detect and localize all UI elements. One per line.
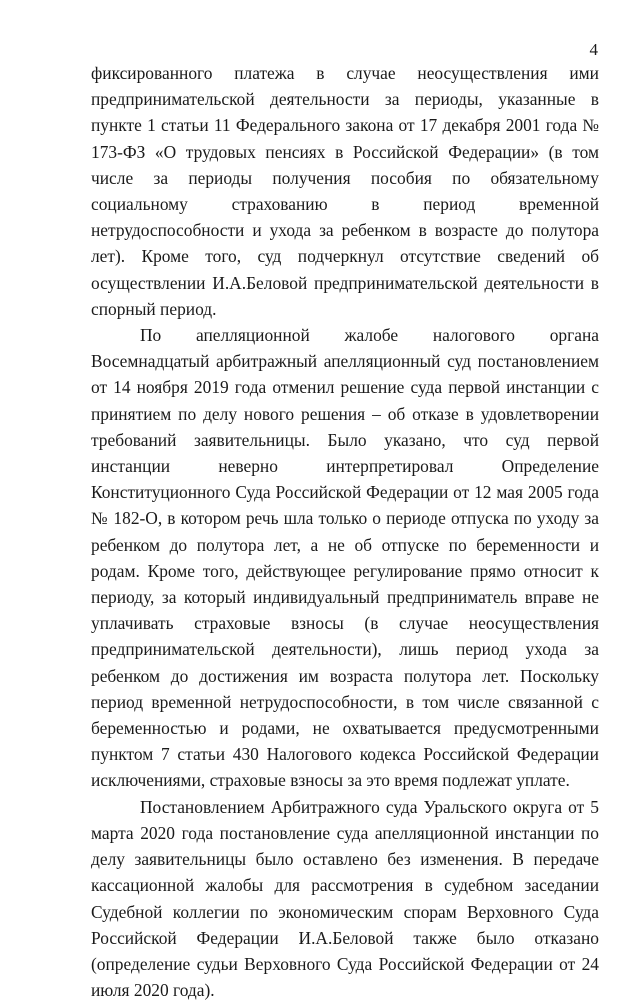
page-number: 4: [589, 40, 598, 59]
paragraph-continuation: фиксированного платежа в случае неосуществления ими предпринимательской деятельности за периоды, указанные в пункте 1 статьи 11 Федерального закона от 17 декабря 2001 года № 173-ФЗ «О трудовых пенсиях в Российской Федерации» (в том числе за периоды получения пособия по обязательному социальному страхованию в период временной нетрудоспособности и ухода за ребенком в возрасте до полутора лет). Кроме того, суд подчеркнул отсутствие сведений об осуществлении И.А.Беловой предпринимательской деятельности в спорный период.: [91, 63, 599, 319]
paragraph-cassation: Постановлением Арбитражного суда Уральского округа от 5 марта 2020 года постановление суда апелляционной инстанции по делу заявительницы было оставлено без изменения. В передаче кассационной жалобы для рассмотрения в судебном заседании Судебной коллегии по экономическим спорам Верховного Суда Российской Федерации И.А.Беловой также было отказано (определение судьи Верховного Суда Российской Федерации от 24 июля 2020 года).: [91, 796, 599, 1001]
document-body: [91, 60, 599, 1003]
paragraph-appeal: По апелляционной жалобе налогового органа Восемнадцатый арбитражный апелляционный суд постановлением от 14 ноября 2019 года отменил решение суда первой инстанции с принятием по делу нового решения – об отказе в удовлетворении требований заявительницы. Было указано, что суд первой инстанции неверно интерпретировал Определение Конституционного Суда Российской Федерации от 12 мая 2005 года № 182-О, в котором речь шла только о периоде отпуска по уходу за ребенком до полутора лет, а не об отпуске по беременности и родам. Кроме того, действующее регулирование прямо относит к периоду, за который индивидуальный предприниматель вправе не уплачивать страховые взносы (в случае неосуществления предпринимательской деятельности), лишь период ухода за ребенком до достижения им возраста полутора лет. Поскольку период временной нетрудоспособности, в том числе связанной с беременностью и родами, не охватывается предусмотренными пунктом 7 статьи 430 Налогового кодекса Российской Федерации исключениями, страховые взносы за это время подлежат уплате.: [91, 325, 599, 791]
